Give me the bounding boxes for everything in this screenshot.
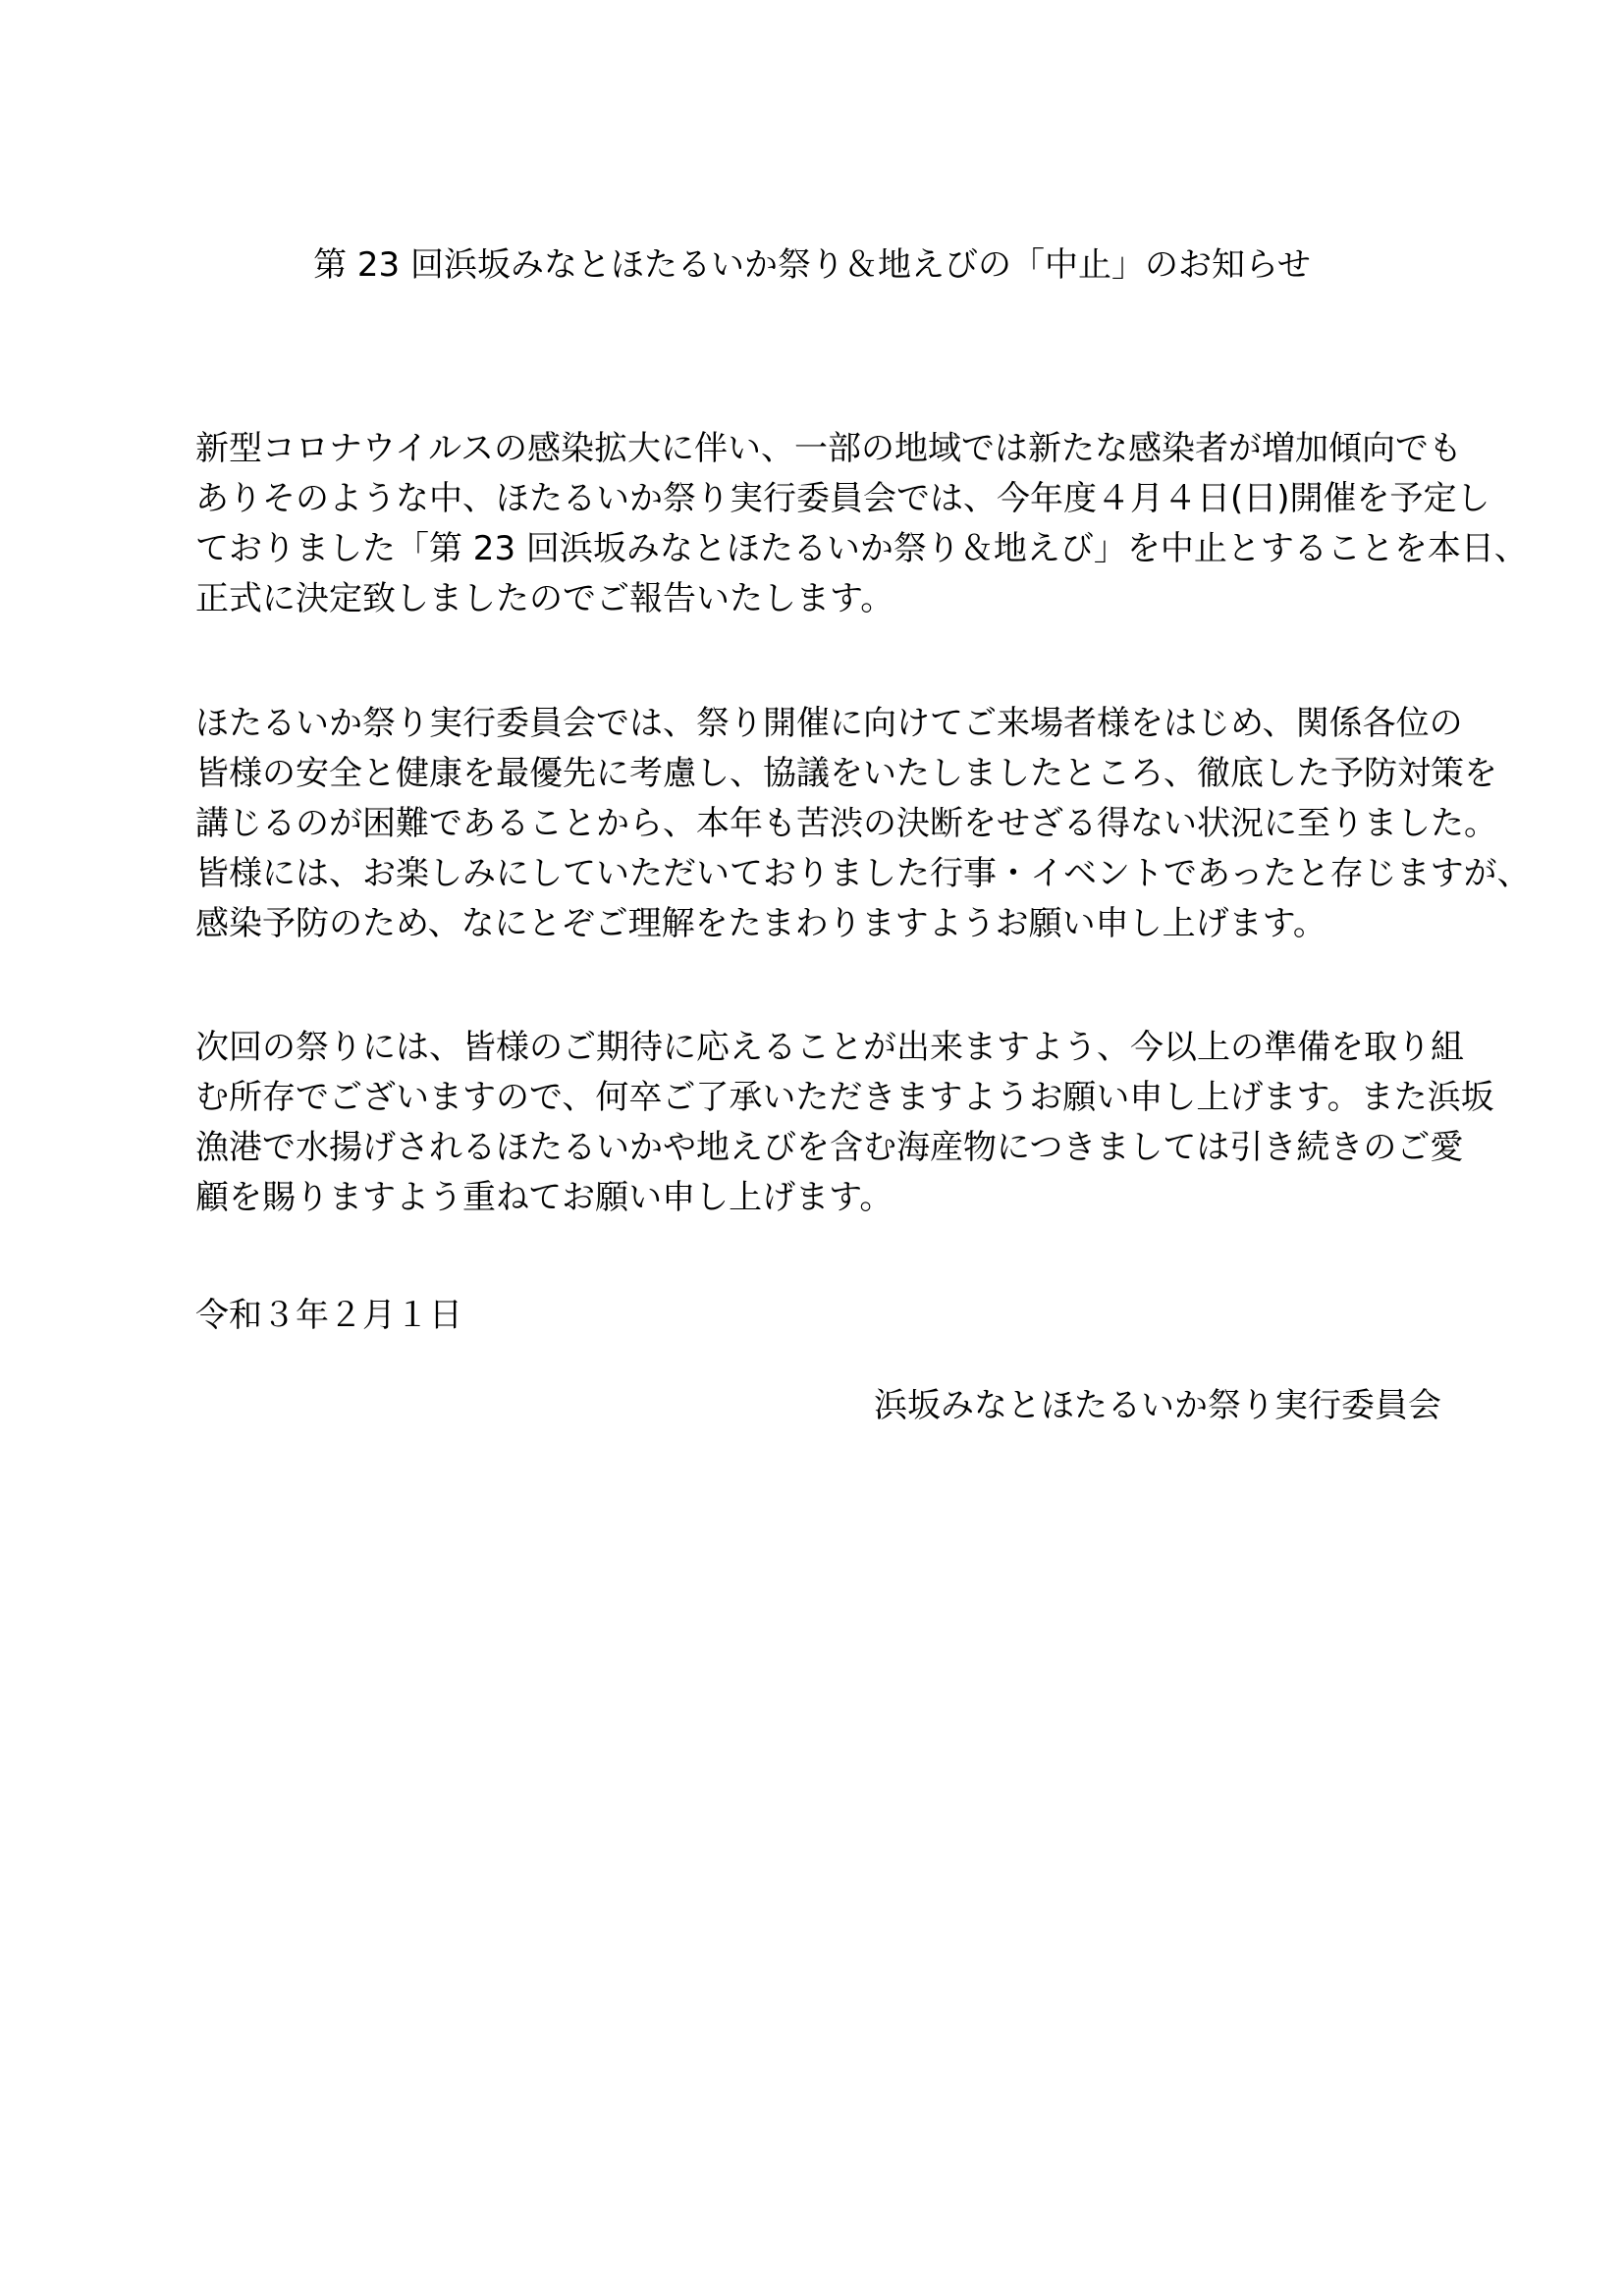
paragraph-3-line-2: む所存でございますので、何卒ご了承いただきますようお願い申し上げます。また浜坂 <box>195 1078 1494 1117</box>
paragraph-2-line-4: 皆様には、お楽しみにしていただいておりました行事・イベントであったと存じますが、 <box>195 854 1531 893</box>
paragraph-2-line-5: 感染予防のため、なにとぞご理解をたまわりますようお願い申し上げます。 <box>195 904 1326 943</box>
paragraph-2-line-3: 講じるのが困難であることから、本年も苦渋の決断をせざる得ない状況に至りました。 <box>195 804 1497 843</box>
document-title: 第 23 回浜坂みなとほたるいか祭り＆地えびの「中止」のお知らせ <box>313 245 1311 285</box>
paragraph-1-line-2: ありそのような中、ほたるいか祭り実行委員会では、今年度４月４日(日)開催を予定し <box>195 479 1490 518</box>
organization-signature: 浜坂みなとほたるいか祭り実行委員会 <box>874 1386 1441 1425</box>
issue-date: 令和３年２月１日 <box>195 1296 462 1335</box>
paragraph-1-line-3: ておりました「第 23 回浜坂みなとほたるいか祭り＆地えび」を中止とすることを本日、 <box>195 529 1528 568</box>
paragraph-3-line-3: 漁港で水揚げされるほたるいかや地えびを含む海産物につきましては引き続きのご愛 <box>195 1128 1464 1167</box>
paragraph-2-line-2: 皆様の安全と健康を最優先に考慮し、協議をいたしましたところ、徹底した予防対策を <box>195 754 1497 793</box>
paragraph-3-line-1: 次回の祭りには、皆様のご期待に応えることが出来ますよう、今以上の準備を取り組 <box>195 1028 1464 1067</box>
paragraph-1-line-1: 新型コロナウイルスの感染拡大に伴い、一部の地域では新たな感染者が増加傾向でも <box>195 429 1462 468</box>
paragraph-1-line-4: 正式に決定致しましたのでご報告いたします。 <box>195 579 894 618</box>
paragraph-3-line-4: 顧を賜りますよう重ねてお願い申し上げます。 <box>195 1178 893 1217</box>
paragraph-2-line-1: ほたるいか祭り実行委員会では、祭り開催に向けてご来場者様をはじめ、関係各位の <box>195 704 1463 743</box>
